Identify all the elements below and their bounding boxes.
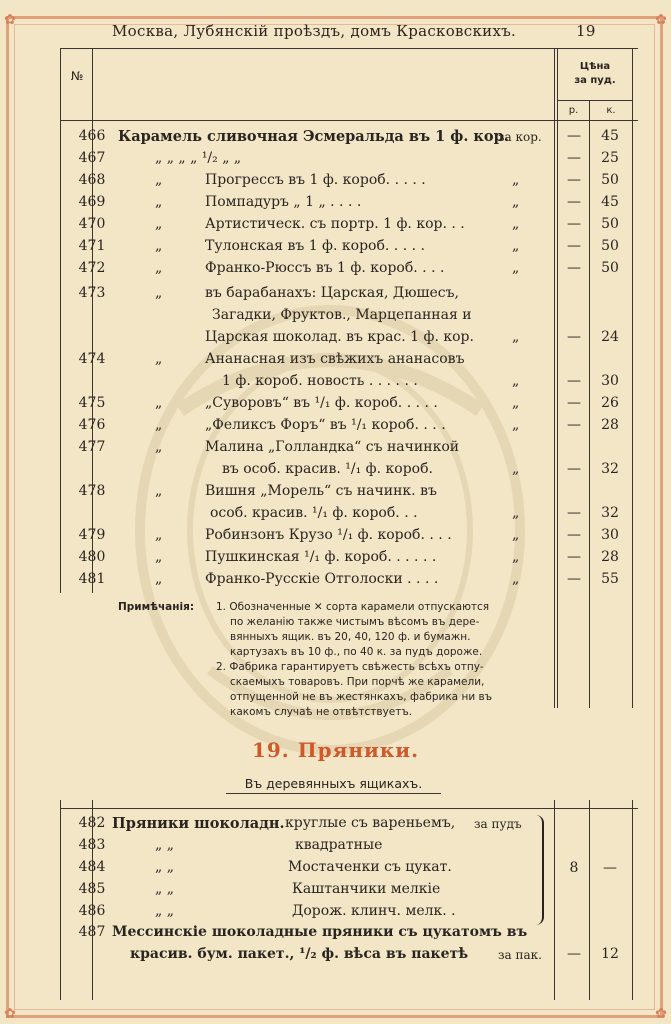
price-rubles: —: [567, 946, 581, 962]
item-unit: „: [512, 505, 520, 521]
ditto-mark: „: [155, 483, 163, 499]
price-kopecks: 50: [601, 172, 619, 188]
table-row: [0, 148, 671, 170]
item-unit: „: [512, 216, 520, 232]
item-variant: квадратные: [295, 837, 383, 853]
price-rubles: —: [567, 128, 581, 144]
item-number: 475: [78, 395, 106, 411]
ditto-mark: „: [155, 417, 163, 433]
table-row: [0, 922, 671, 944]
price-rubles: —: [567, 571, 581, 587]
table-row: [0, 349, 671, 371]
price-kopecks: 28: [601, 549, 619, 565]
price-kopecks: 12: [601, 946, 619, 962]
price-subheader-rule: [557, 100, 632, 101]
section-top-rule: [60, 808, 638, 809]
item-description: 1 ф. короб. новость . . . . . .: [222, 373, 418, 389]
item-unit: „: [512, 395, 520, 411]
item-description: „Феликсъ Форъ“ въ ¹/₁ короб. . . .: [205, 417, 446, 433]
price-header-line1: Цѣна: [579, 61, 611, 72]
price-rubles: 8: [569, 860, 579, 876]
table-row: [0, 192, 671, 214]
ditto-mark: „: [155, 527, 163, 543]
table-row: [0, 835, 671, 857]
note-2-line: скаемыхъ товаровъ. При порчѣ же карамели,: [230, 676, 485, 688]
group-price-row: [0, 858, 671, 880]
item-unit: за кор.: [498, 130, 542, 144]
item-name: „ „: [155, 881, 174, 897]
price-kopecks: 26: [601, 395, 619, 411]
item-number: 484: [78, 859, 106, 875]
item-description: Карамель сливочная Эсмеральда въ 1 ф. кор.: [118, 128, 509, 145]
item-unit: „: [512, 549, 520, 565]
item-unit: „: [512, 417, 520, 433]
item-unit: „: [512, 172, 520, 188]
price-kopecks: 25: [601, 150, 619, 166]
item-name: Пряники шоколадн.: [112, 815, 285, 832]
item-variant: Мостаченки съ цукат.: [288, 859, 452, 875]
table-row: [0, 459, 671, 481]
kopecks-header: к.: [606, 105, 616, 116]
ditto-mark: „: [155, 260, 163, 276]
price-rubles: —: [567, 373, 581, 389]
item-number: 476: [78, 417, 106, 433]
ditto-mark: „: [155, 549, 163, 565]
item-number: 474: [78, 351, 106, 367]
ditto-mark: „: [155, 172, 163, 188]
item-number: 486: [78, 903, 106, 919]
item-number: 478: [78, 483, 106, 499]
price-kopecks: 24: [601, 329, 619, 345]
item-description: Царская шоколад. въ крас. 1 ф. кор.: [205, 329, 474, 345]
item-description: Франко-Русскіе Отголоски . . . .: [205, 571, 439, 587]
table-row: [0, 944, 671, 966]
item-description: Робинзонъ Крузо ¹/₁ ф. короб. . . .: [205, 527, 452, 543]
item-unit: „: [512, 329, 520, 345]
item-description: „ „ „ „ ¹/₂ „ „: [155, 150, 242, 166]
table-row: [0, 327, 671, 349]
price-rubles: —: [567, 238, 581, 254]
rubles-header: р.: [568, 105, 579, 116]
item-description: въ особ. красив. ¹/₁ ф. короб.: [222, 461, 433, 477]
price-kopecks: 50: [601, 238, 619, 254]
table-row: [0, 305, 671, 327]
price-rubles: —: [567, 194, 581, 210]
item-description: Пушкинская ¹/₁ ф. короб. . . . . .: [205, 549, 437, 565]
table-row: [0, 547, 671, 569]
ditto-mark: „: [155, 194, 163, 210]
item-description: Помпадуръ „ 1 „ . . . .: [205, 194, 362, 210]
corner-ornament-icon: ✿: [655, 1006, 667, 1022]
item-number: 466: [78, 128, 106, 144]
table-row: [0, 236, 671, 258]
item-variant: Каштанчики мелкіе: [292, 881, 441, 897]
item-unit: за пак.: [498, 948, 542, 962]
price-kopecks: 32: [601, 505, 619, 521]
note-2-line: какомъ случаѣ не отвѣтствуетъ.: [230, 706, 413, 718]
note-1-line: вянныхъ ящик. въ 20, 40, 120 ф. и бумажн.: [230, 631, 471, 643]
ditto-mark: „: [155, 351, 163, 367]
table-row: [0, 126, 671, 148]
ditto-mark: „: [155, 571, 163, 587]
table-row: [0, 901, 671, 923]
price-kopecks: 45: [601, 128, 619, 144]
item-number: 467: [78, 150, 106, 166]
item-description: Вишня „Морель“ съ начинк. въ: [205, 483, 437, 499]
section-title: 19. Пряники.: [251, 738, 420, 762]
price-kopecks: —: [603, 860, 617, 876]
table-row: [0, 503, 671, 525]
price-rubles: —: [567, 527, 581, 543]
table-row: [0, 813, 671, 835]
item-description: „Суворовъ“ въ ¹/₁ ф. короб. . . . .: [205, 395, 438, 411]
item-description: красив. бум. пакет., ¹/₂ ф. вѣса въ пакетѣ: [130, 946, 469, 962]
item-variant: круглые съ вареньемъ,: [285, 815, 456, 831]
table-row: [0, 525, 671, 547]
item-number: 477: [78, 439, 106, 455]
note-2-line: 2. Фабрика гарантируетъ свѣжесть всѣхъ отпу-: [216, 661, 484, 673]
item-unit: „: [512, 373, 520, 389]
table-header-rule: [60, 120, 638, 121]
table-row: [0, 170, 671, 192]
item-description: Ананасная изъ свѣжихъ ананасовъ: [205, 351, 465, 367]
price-rubles: —: [567, 417, 581, 433]
price-rubles: —: [567, 505, 581, 521]
ditto-mark: „: [155, 395, 163, 411]
note-1-line: по желанію также чистымъ вѣсомъ въ дере-: [230, 616, 480, 628]
item-number: 480: [78, 549, 106, 565]
item-variant: Дорож. клинч. мелк. .: [292, 903, 456, 919]
ditto-mark: „: [155, 285, 163, 301]
item-description: Франко-Рюссъ въ 1 ф. короб. . . .: [205, 260, 445, 276]
item-unit: „: [512, 238, 520, 254]
table-row: [0, 258, 671, 280]
item-description: въ барабанахъ: Царская, Дюшесъ,: [205, 285, 460, 301]
item-number: 473: [78, 285, 106, 301]
note-1-line: 1. Обозначенные ✕ сорта карамели отпускаются: [216, 601, 490, 613]
item-name: „ „: [155, 903, 174, 919]
table-row: [0, 283, 671, 305]
page-number: 19: [576, 22, 596, 40]
item-number: 487: [78, 924, 106, 940]
item-number: 479: [78, 527, 106, 543]
item-number: 468: [78, 172, 106, 188]
table-row: [0, 415, 671, 437]
ditto-mark: „: [155, 439, 163, 455]
price-kopecks: 45: [601, 194, 619, 210]
corner-ornament-icon: ✿: [4, 12, 16, 28]
item-unit: „: [512, 571, 520, 587]
item-description: Артистическ. съ портр. 1 ф. кор. . .: [205, 216, 465, 232]
table-row: [0, 371, 671, 393]
price-kopecks: 55: [601, 571, 619, 587]
corner-ornament-icon: ✿: [4, 1006, 16, 1022]
item-unit: „: [512, 194, 520, 210]
price-header-line2: за пуд.: [574, 75, 616, 86]
item-number: 485: [78, 881, 106, 897]
item-number: 481: [78, 571, 106, 587]
page-header: [0, 20, 671, 46]
price-kopecks: 30: [601, 527, 619, 543]
section-subtitle: Въ деревянныхъ ящикахъ.: [226, 776, 441, 794]
price-kopecks: 28: [601, 417, 619, 433]
table-row: [0, 481, 671, 503]
price-kopecks: 50: [601, 260, 619, 276]
price-rubles: —: [567, 549, 581, 565]
table-row: [0, 437, 671, 459]
item-unit: „: [512, 260, 520, 276]
price-rubles: —: [567, 216, 581, 232]
number-column-header: №: [70, 69, 84, 83]
item-number: 469: [78, 194, 106, 210]
item-name: „ „: [155, 859, 174, 875]
item-description: Загадки, Фруктов., Марцепанная и: [212, 307, 472, 323]
item-number: 472: [78, 260, 106, 276]
notes-label: Примѣчанія:: [118, 601, 195, 613]
price-rubles: —: [567, 395, 581, 411]
price-rubles: —: [567, 329, 581, 345]
item-unit: за пудъ: [474, 817, 522, 831]
price-rubles: —: [567, 172, 581, 188]
table-row: [0, 214, 671, 236]
price-kopecks: 50: [601, 216, 619, 232]
price-kopecks: 30: [601, 373, 619, 389]
item-description: Прогрессъ въ 1 ф. короб. . . . .: [205, 172, 426, 188]
item-number: 482: [78, 815, 106, 831]
note-1-line: картузахъ въ 10 ф., по 40 к. за пудъ дороже.: [230, 646, 483, 658]
table-row: [0, 393, 671, 415]
price-rubles: —: [567, 461, 581, 477]
item-number: 470: [78, 216, 106, 232]
item-description: Малина „Голландка“ съ начинкой: [205, 439, 460, 455]
table-row: [0, 569, 671, 591]
item-name: „ „: [155, 837, 174, 853]
price-rubles: —: [567, 260, 581, 276]
corner-ornament-icon: ✿: [655, 12, 667, 28]
item-unit: „: [512, 461, 520, 477]
ditto-mark: „: [155, 238, 163, 254]
item-description: Мессинскіе шоколадные пряники съ цукатомъ въ: [112, 924, 528, 940]
item-unit: „: [512, 527, 520, 543]
price-rubles: —: [567, 150, 581, 166]
note-2-line: отпущенной не въ жестянкахъ, фабрика ни въ: [230, 691, 493, 703]
table-row: [0, 879, 671, 901]
price-kopecks: 32: [601, 461, 619, 477]
header-title: Москва, Лубянскій проѣздъ, домъ Красковскихъ.: [112, 22, 517, 40]
table-top-rule: [60, 48, 638, 49]
item-description: особ. красив. ¹/₁ ф. короб. . .: [210, 505, 418, 521]
ditto-mark: „: [155, 216, 163, 232]
item-description: Тулонская въ 1 ф. короб. . . . .: [205, 238, 425, 254]
item-number: 471: [78, 238, 106, 254]
item-number: 483: [78, 837, 106, 853]
